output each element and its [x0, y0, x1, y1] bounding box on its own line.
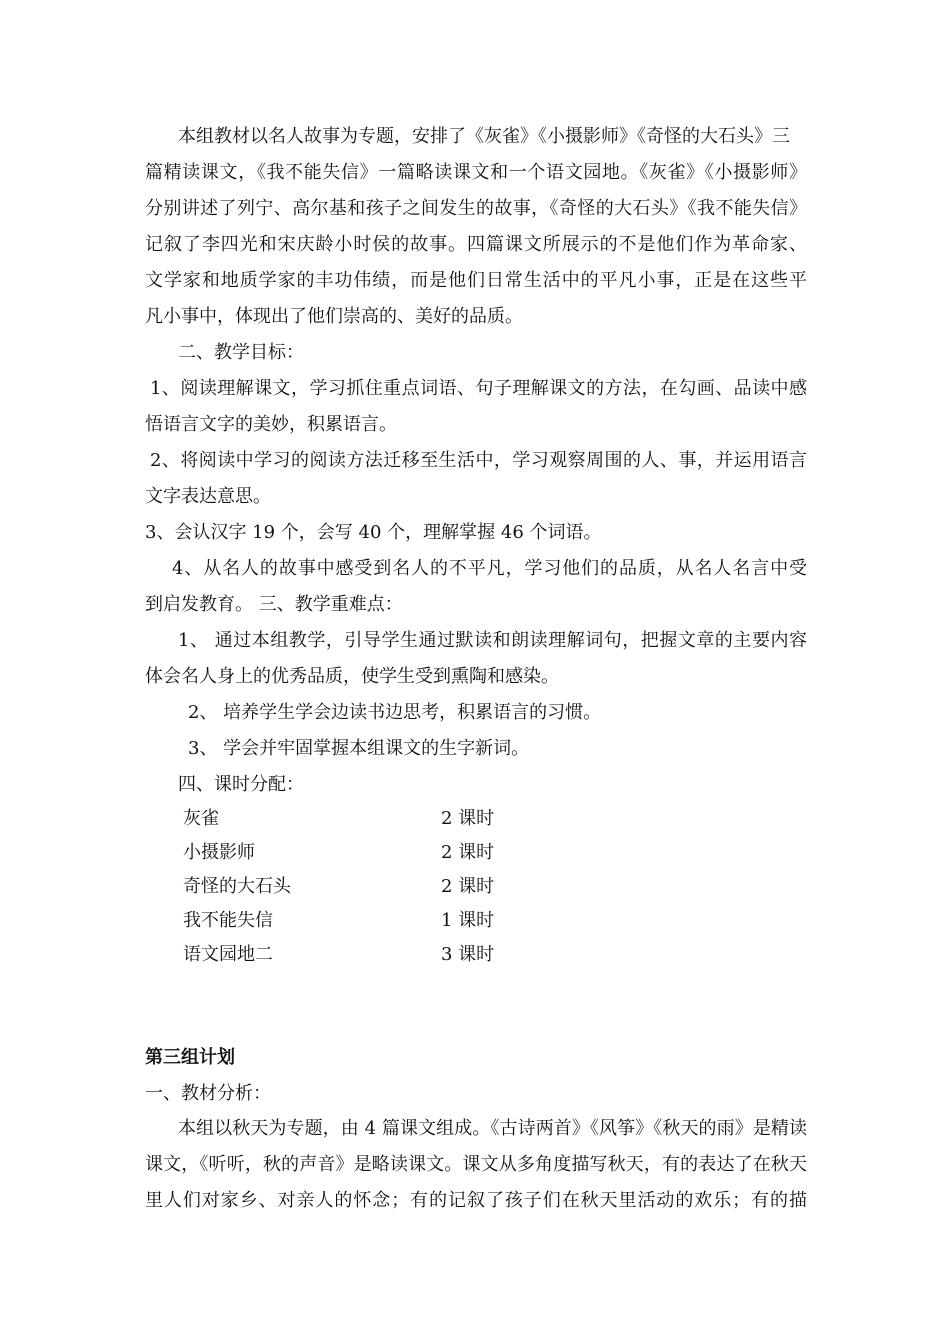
section-title: 第三组计划: [145, 1047, 235, 1068]
lesson-hours: 1 课时: [441, 910, 495, 931]
lesson-name: 小摄影师: [183, 842, 255, 863]
key-point-1-cont: 体会名人身上的优秀品质，使学生受到熏陶和感染。: [145, 666, 559, 687]
key-point-1: 1、 通过本组教学，引导学生通过默读和朗读理解词句，把握文章的主要内容: [178, 630, 807, 651]
lesson-name: 我不能失信: [183, 910, 273, 931]
lesson-name: 语文园地二: [183, 944, 273, 965]
paragraph-line: 文学家和地质学家的丰功伟绩，而是他们日常生活中的平凡小事，正是在这些平: [145, 270, 807, 291]
lesson-hours: 2 课时: [441, 876, 495, 897]
lesson-hours: 3 课时: [441, 944, 495, 965]
lesson-name: 奇怪的大石头: [183, 876, 291, 897]
key-point-2: 2、 培养学生学会边读书边思考，积累语言的习惯。: [188, 702, 602, 723]
paragraph-line: 篇精读课文，《我不能失信》一篇略读课文和一个语文园地。《灰雀》《小摄影师》: [145, 162, 807, 183]
paragraph-line: 分别讲述了列宁、高尔基和孩子之间发生的故事，《奇怪的大石头》《我不能失信》: [145, 198, 807, 219]
paragraph-line: 课文，《听听，秋的声音》是略读课文。课文从多角度描写秋天，有的表达了在秋天: [145, 1154, 807, 1175]
goal-item-3: 3、会认汉字 19 个，会写 40 个，理解掌握 46 个词语。: [145, 522, 602, 543]
lesson-hours: 2 课时: [441, 808, 495, 829]
paragraph-line: 记叙了李四光和宋庆龄小时侯的故事。四篇课文所展示的不是他们作为革命家、: [145, 234, 807, 255]
paragraph-line: 本组教材以名人故事为专题，安排了《灰雀》《小摄影师》《奇怪的大石头》三: [178, 126, 790, 147]
key-point-3: 3、 学会并牢固掌握本组课文的生字新词。: [188, 738, 530, 759]
goal-item-1-cont: 悟语言文字的美妙，积累语言。: [145, 414, 397, 435]
paragraph-line: 本组以秋天为专题，由 4 篇课文组成。《古诗两首》《风筝》《秋天的雨》是精读: [178, 1118, 807, 1139]
goal-item-1: 1、阅读理解课文，学习抓住重点词语、句子理解课文的方法，在勾画、品读中感: [150, 378, 807, 399]
lesson-hours: 2 课时: [441, 842, 495, 863]
goal-item-2: 2、将阅读中学习的阅读方法迁移至生活中，学习观察周围的人、事，并运用语言: [150, 450, 807, 471]
paragraph-line: 凡小事中，体现出了他们崇高的、美好的品质。: [145, 306, 523, 327]
paragraph-line: 里人们对家乡、对亲人的怀念；有的记叙了孩子们在秋天里活动的欢乐；有的描: [145, 1190, 807, 1211]
goal-item-4: 4、从名人的故事中感受到名人的不平凡，学习他们的品质，从名人名言中受: [172, 558, 807, 579]
goal-item-4-cont: 到启发教育。 三、教学重难点：: [145, 594, 403, 615]
goals-title: 二、教学目标：: [178, 342, 304, 363]
lesson-name: 灰雀: [183, 808, 219, 829]
goal-item-2-cont: 文字表达意思。: [145, 486, 271, 507]
section-subtitle: 一、教材分析：: [145, 1083, 271, 1104]
schedule-title: 四、课时分配：: [178, 774, 304, 795]
